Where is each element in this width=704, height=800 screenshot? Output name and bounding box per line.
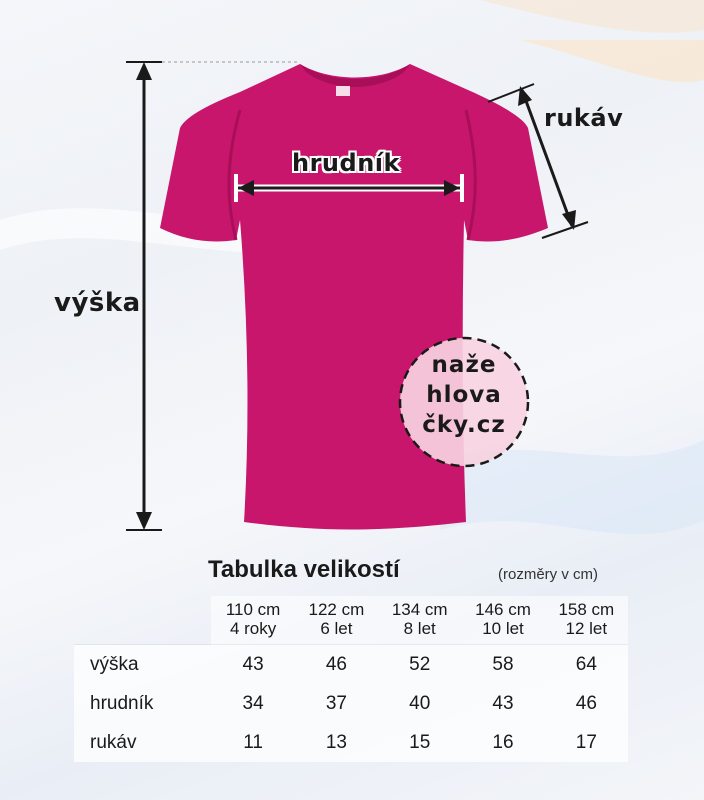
table-cell: 46 <box>545 684 628 723</box>
table-cell: 64 <box>545 645 628 685</box>
row-label: rukáv <box>74 723 211 762</box>
sleeve-arrow-cap <box>542 222 588 238</box>
table-cell: 16 <box>461 723 544 762</box>
row-label: výška <box>74 645 211 685</box>
table-corner <box>74 596 211 645</box>
stamp-text-line-3: čky.cz <box>422 412 506 438</box>
arrowhead-icon <box>136 512 152 530</box>
table-cell: 40 <box>378 684 461 723</box>
size-table <box>74 596 628 762</box>
brand-tag-icon <box>336 86 350 96</box>
table-cell: 17 <box>545 723 628 762</box>
table-row <box>74 684 628 723</box>
table-cell: 46 <box>295 645 378 685</box>
table-cell: 34 <box>211 684 294 723</box>
table-cell: 43 <box>211 645 294 685</box>
size-column-header: 110 cm 4 roky <box>211 596 294 645</box>
table-cell: 11 <box>211 723 294 762</box>
size-column-header: 134 cm 8 let <box>378 596 461 645</box>
size-table-note: (rozměry v cm) <box>498 566 598 583</box>
arrowhead-icon <box>518 86 532 106</box>
arrowhead-icon <box>136 62 152 80</box>
stamp-text-line-2: hlova <box>426 382 502 408</box>
table-cell: 43 <box>461 684 544 723</box>
table-cell: 58 <box>461 645 544 685</box>
height-label: výška <box>54 288 141 318</box>
size-column-header: 146 cm 10 let <box>461 596 544 645</box>
sleeve-label: rukáv <box>544 104 624 132</box>
table-cell: 13 <box>295 723 378 762</box>
table-cell: 15 <box>378 723 461 762</box>
arrowhead-icon <box>562 210 576 230</box>
stamp-text-line-1: naže <box>431 352 497 378</box>
size-table-title: Tabulka velikostí <box>208 556 400 583</box>
size-column-header: 158 cm 12 let <box>545 596 628 645</box>
size-header-row <box>74 596 628 645</box>
table-cell: 52 <box>378 645 461 685</box>
row-label: hrudník <box>74 684 211 723</box>
bg-streak <box>520 40 704 82</box>
table-cell: 37 <box>295 684 378 723</box>
bg-streak <box>480 0 704 33</box>
table-row <box>74 723 628 762</box>
table-row <box>74 645 628 685</box>
chest-label: hrudník <box>292 149 400 177</box>
size-column-header: 122 cm 6 let <box>295 596 378 645</box>
